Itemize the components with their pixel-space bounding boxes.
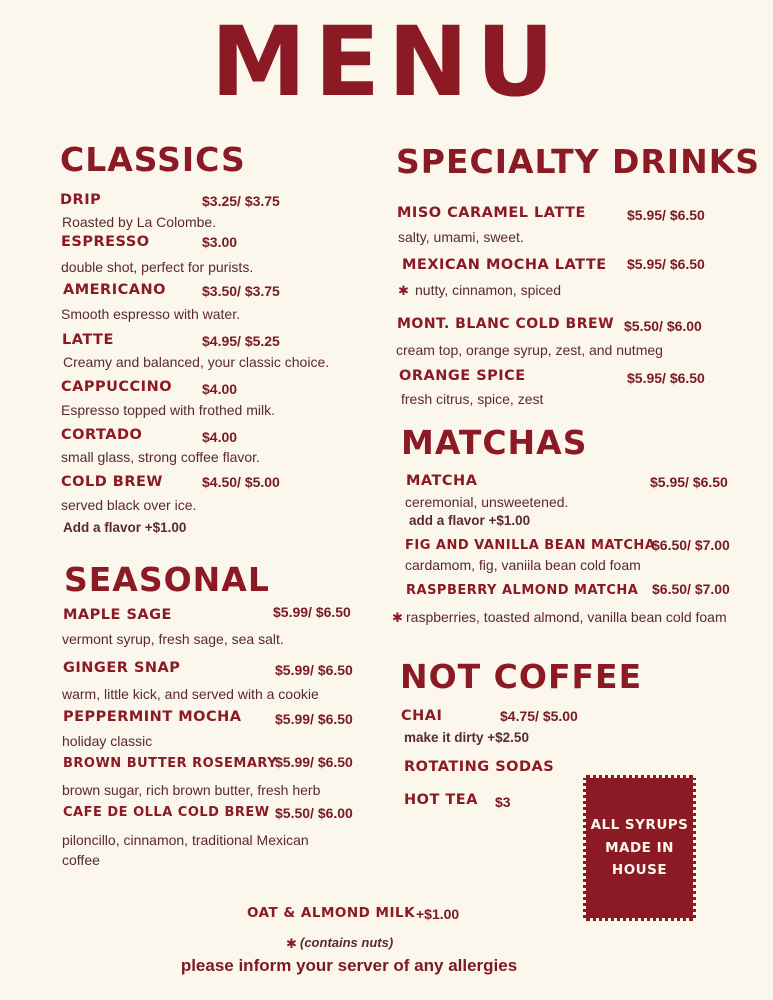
- item-desc: double shot, perfect for purists.: [61, 259, 254, 275]
- item-name: BROWN BUTTER ROSEMARY: [63, 756, 278, 771]
- item-price: $4.75/ $5.00: [500, 708, 578, 724]
- item-price: $6.50/ $7.00: [652, 581, 730, 597]
- item-desc: nutty, cinnamon, spiced: [415, 282, 562, 298]
- item-price: $5.95/ $6.50: [627, 207, 705, 223]
- item-price: $5.99/ $6.50: [273, 604, 351, 620]
- item-price: $3.50/ $3.75: [202, 283, 280, 299]
- item-desc: fresh citrus, spice, zest: [401, 391, 544, 407]
- milk-option: OAT & ALMOND MILK: [247, 905, 416, 921]
- item-price: $5.99/ $6.50: [275, 754, 353, 770]
- item-desc: piloncillo, cinnamon, traditional Mexican: [62, 832, 309, 848]
- item-name: COLD BREW: [61, 474, 163, 490]
- item-price: $5.50/ $6.00: [275, 805, 353, 821]
- item-name: RASPBERRY ALMOND MATCHA: [406, 583, 639, 598]
- item-desc: vermont syrup, fresh sage, sea salt.: [62, 631, 284, 647]
- item-price: $5.95/ $6.50: [627, 256, 705, 272]
- item-name: CHAI: [401, 708, 443, 724]
- item-name: ESPRESSO: [61, 234, 150, 250]
- item-desc-cont: coffee: [62, 852, 100, 868]
- specialty-heading: SPECIALTY DRINKS: [396, 142, 761, 181]
- item-name: LATTE: [62, 332, 114, 348]
- dirty-chai-note: make it dirty +$2.50: [404, 730, 529, 745]
- item-name: ROTATING SODAS: [404, 759, 555, 775]
- not-coffee-heading: NOT COFFEE: [400, 657, 643, 696]
- item-price: $4.00: [202, 429, 238, 445]
- item-desc: served black over ice.: [61, 497, 197, 513]
- item-desc: Roasted by La Colombe.: [62, 214, 217, 230]
- item-desc: small glass, strong coffee flavor.: [61, 449, 260, 465]
- item-name: MEXICAN MOCHA LATTE: [402, 257, 607, 273]
- item-price: $5.50/ $6.00: [624, 318, 702, 334]
- add-flavor-note: add a flavor +$1.00: [409, 513, 531, 528]
- item-desc: warm, little kick, and served with a cookie: [62, 686, 319, 702]
- item-price: $3: [495, 794, 511, 810]
- item-name: MATCHA: [406, 473, 478, 489]
- item-desc: salty, umami, sweet.: [398, 229, 524, 245]
- item-price: $5.95/ $6.50: [627, 370, 705, 386]
- item-name: CORTADO: [61, 427, 143, 443]
- seasonal-heading: SEASONAL: [64, 560, 270, 599]
- item-price: $3.00: [202, 234, 238, 250]
- item-name: GINGER SNAP: [63, 660, 181, 676]
- item-name: CAFE DE OLLA COLD BREW: [63, 805, 270, 820]
- classics-heading: CLASSICS: [60, 140, 246, 179]
- item-price: $5.99/ $6.50: [275, 711, 353, 727]
- item-price: $3.25/ $3.75: [202, 193, 280, 209]
- item-name: ORANGE SPICE: [399, 368, 526, 384]
- nut-asterisk-icon: ✱: [398, 283, 409, 298]
- item-name: MONT. BLANC COLD BREW: [397, 316, 615, 332]
- item-name: CAPPUCCINO: [61, 379, 173, 395]
- menu-title: MENU: [210, 6, 563, 118]
- allergy-note: please inform your server of any allergies: [180, 956, 518, 975]
- nut-asterisk-icon: ✱: [392, 610, 403, 625]
- item-price: $4.00: [202, 381, 238, 397]
- syrups-stamp: [583, 775, 696, 921]
- item-name: FIG AND VANILLA BEAN MATCHA: [405, 538, 656, 553]
- nut-asterisk-icon: ✱: [286, 936, 297, 951]
- item-desc: cream top, orange syrup, zest, and nutmeg: [396, 342, 663, 358]
- item-name: DRIP: [60, 192, 102, 208]
- item-price: $5.95/ $6.50: [650, 474, 728, 490]
- item-desc: cardamom, fig, vaniila bean cold foam: [405, 557, 641, 573]
- milk-price: +$1.00: [416, 906, 460, 922]
- add-flavor-note: Add a flavor +$1.00: [63, 520, 187, 535]
- item-name: HOT TEA: [404, 792, 478, 808]
- item-name: MISO CARAMEL LATTE: [397, 205, 586, 221]
- stamp-text: ALL SYRUPS MADE IN HOUSE: [590, 816, 689, 879]
- item-desc: ceremonial, unsweetened.: [405, 494, 569, 510]
- item-name: AMERICANO: [63, 282, 166, 298]
- item-price: $6.50/ $7.00: [652, 537, 730, 553]
- item-desc: raspberries, toasted almond, vanilla bean cold foam: [406, 609, 727, 625]
- item-price: $4.50/ $5.00: [202, 474, 280, 490]
- nuts-note: (contains nuts): [300, 935, 394, 950]
- item-desc: brown sugar, rich brown butter, fresh herb: [62, 782, 321, 798]
- matchas-heading: MATCHAS: [401, 423, 588, 462]
- item-desc: Smooth espresso with water.: [61, 306, 240, 322]
- item-name: PEPPERMINT MOCHA: [63, 709, 242, 725]
- item-desc: Espresso topped with frothed milk.: [61, 402, 275, 418]
- item-name: MAPLE SAGE: [63, 607, 172, 623]
- item-price: $4.95/ $5.25: [202, 333, 280, 349]
- item-price: $5.99/ $6.50: [275, 662, 353, 678]
- item-desc: holiday classic: [62, 733, 153, 749]
- item-desc: Creamy and balanced, your classic choice.: [63, 354, 330, 370]
